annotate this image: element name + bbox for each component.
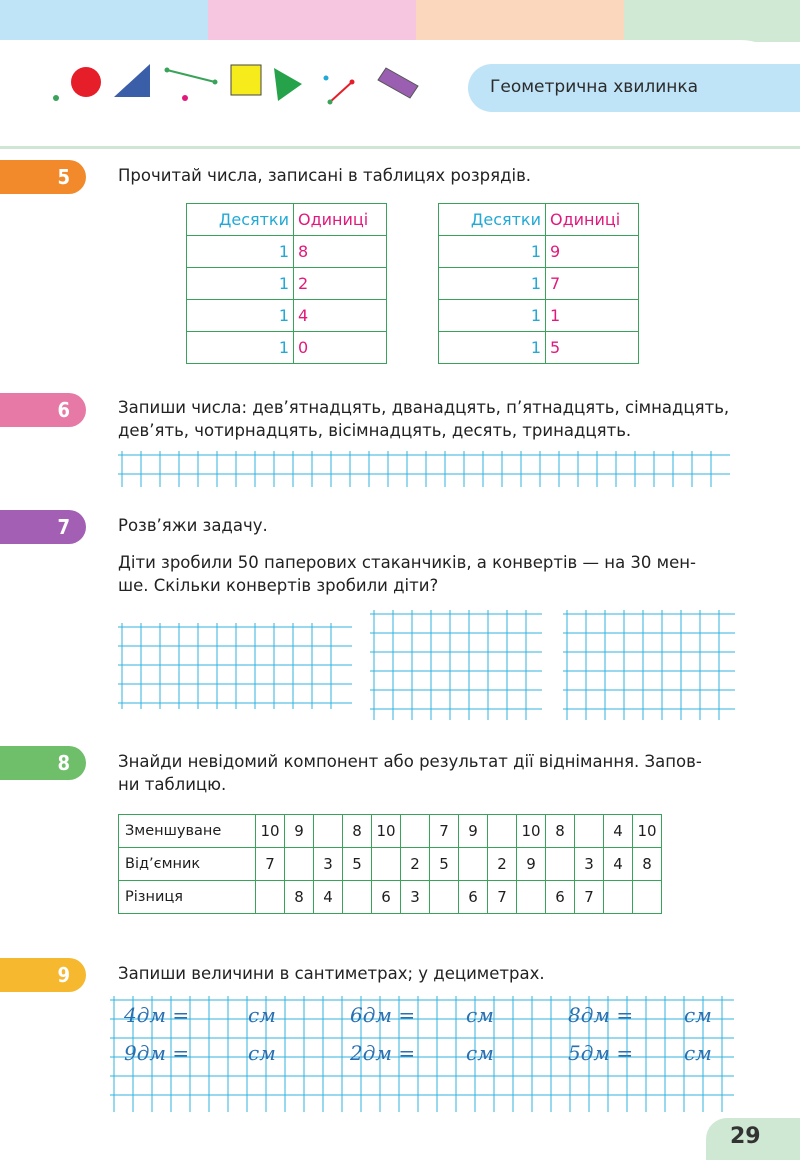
row-label: Різниця [119, 881, 256, 914]
table-cell: 5 [430, 848, 459, 881]
subtraction-table [118, 814, 662, 914]
row-label: Зменшуване [119, 815, 256, 848]
table-row [439, 332, 639, 364]
table-row [187, 236, 387, 268]
place-value-table-left [186, 203, 387, 364]
table-header-row [439, 204, 639, 236]
table-cell[interactable] [488, 815, 517, 848]
table-cell: 9 [285, 815, 314, 848]
header-divider [0, 146, 800, 149]
table-cell: 10 [372, 815, 401, 848]
task-number-badge [0, 160, 86, 194]
table-cell: 10 [256, 815, 285, 848]
circle-icon [71, 67, 101, 97]
measure-item: 2дм = [350, 1041, 416, 1065]
units-cell: 1 [546, 300, 639, 332]
table-cell: 7 [256, 848, 285, 881]
top-strip-peach [416, 0, 624, 42]
top-strip-green [624, 0, 800, 42]
table-cell[interactable] [546, 848, 575, 881]
page-number-tab [706, 1118, 800, 1160]
table-cell: 9 [517, 848, 546, 881]
task-number: 6 [57, 398, 70, 422]
table-cell: 6 [546, 881, 575, 914]
task-number-badge [0, 746, 86, 780]
task-number: 8 [57, 751, 70, 775]
unit-label: см [248, 1041, 276, 1065]
table-cell[interactable] [401, 815, 430, 848]
table-cell: 4 [604, 815, 633, 848]
units-cell: 5 [546, 332, 639, 364]
unit-label: см [466, 1041, 494, 1065]
table-row [187, 332, 387, 364]
point-icon [324, 76, 329, 81]
units-cell: 7 [546, 268, 639, 300]
table-row [119, 881, 662, 914]
table-cell: 10 [633, 815, 662, 848]
table-cell: 7 [430, 815, 459, 848]
measure-item: 4дм = [124, 1003, 190, 1027]
answer-grid-task-7-b[interactable] [370, 610, 542, 720]
table-cell[interactable] [517, 881, 546, 914]
table-cell: 8 [285, 881, 314, 914]
table-cell: 4 [604, 848, 633, 881]
task-number: 5 [57, 165, 70, 189]
segment-icon [330, 82, 352, 102]
table-row [119, 815, 662, 848]
answer-grid-task-7-c[interactable] [563, 610, 735, 720]
header-units: Одиниці [294, 204, 387, 236]
measure-item: 6дм = [350, 1003, 416, 1027]
task-text-line: ше. Скільки конвертів зробили діти? [118, 576, 439, 595]
task-text-line: Діти зробили 50 паперових стаканчиків, а конвертів — на 30 мен- [118, 553, 696, 572]
table-cell: 6 [372, 881, 401, 914]
measure-item: 9дм = [124, 1041, 190, 1065]
table-cell[interactable] [343, 881, 372, 914]
header-tens: Десятки [187, 204, 294, 236]
table-row [439, 268, 639, 300]
table-cell: 3 [575, 848, 604, 881]
unit-label: см [684, 1041, 712, 1065]
task-text-line: Знайди невідомий компонент або результат дії віднімання. Запов- [118, 752, 702, 771]
point-icon [182, 95, 188, 101]
table-cell[interactable] [314, 815, 343, 848]
table-cell[interactable] [430, 881, 459, 914]
table-cell[interactable] [459, 848, 488, 881]
task-9-text: Запиши величини в сантиметрах; у дециметрах. [118, 964, 545, 983]
tens-cell: 1 [439, 300, 546, 332]
task-6-text [118, 396, 729, 442]
table-cell: 2 [401, 848, 430, 881]
units-cell: 4 [294, 300, 387, 332]
table-cell[interactable] [256, 881, 285, 914]
table-cell: 10 [517, 815, 546, 848]
table-cell: 8 [343, 815, 372, 848]
unit-label: см [684, 1003, 712, 1027]
tens-cell: 1 [439, 268, 546, 300]
table-cell: 8 [633, 848, 662, 881]
parallelogram-icon [378, 68, 418, 98]
table-header-row [187, 204, 387, 236]
answer-grid-task-6[interactable] [118, 451, 730, 487]
square-icon [231, 65, 261, 95]
measure-item: 5дм = [568, 1041, 634, 1065]
task-5-text: Прочитай числа, записані в таблицях розрядів. [118, 166, 532, 185]
table-cell: 4 [314, 881, 343, 914]
row-label: Від’ємник [119, 848, 256, 881]
task-number: 7 [57, 515, 70, 539]
units-cell: 9 [546, 236, 639, 268]
table-cell: 8 [546, 815, 575, 848]
units-cell: 2 [294, 268, 387, 300]
answer-grid-task-9[interactable] [110, 996, 734, 1112]
table-row [187, 268, 387, 300]
table-cell: 7 [575, 881, 604, 914]
table-row [119, 848, 662, 881]
table-cell[interactable] [633, 881, 662, 914]
segment-icon [167, 70, 215, 82]
unit-label: см [466, 1003, 494, 1027]
units-cell: 8 [294, 236, 387, 268]
header-units: Одиниці [546, 204, 639, 236]
table-row [187, 300, 387, 332]
triangle-icon [274, 68, 302, 101]
unit-label: см [248, 1003, 276, 1027]
triangle-icon [114, 64, 150, 97]
task-number-badge [0, 393, 86, 427]
tens-cell: 1 [187, 236, 294, 268]
place-value-table-right [438, 203, 639, 364]
point-icon [53, 95, 59, 101]
tens-cell: 1 [439, 236, 546, 268]
task-text-line: дев’ять, чотирнадцять, вісімнадцять, десять, тринадцять. [118, 421, 632, 440]
table-cell[interactable] [604, 881, 633, 914]
answer-grid-task-7-a[interactable] [118, 623, 352, 709]
table-cell[interactable] [575, 815, 604, 848]
measure-item: 8дм = [568, 1003, 634, 1027]
task-7-text [118, 551, 696, 597]
task-7-heading: Розв’яжи задачу. [118, 516, 268, 535]
table-cell: 6 [459, 881, 488, 914]
table-cell: 7 [488, 881, 517, 914]
table-cell: 2 [488, 848, 517, 881]
units-cell: 0 [294, 332, 387, 364]
tens-cell: 1 [187, 300, 294, 332]
page-number: 29 [730, 1124, 761, 1149]
table-row [439, 236, 639, 268]
table-cell: 5 [343, 848, 372, 881]
table-cell[interactable] [372, 848, 401, 881]
task-number: 9 [57, 963, 70, 987]
section-title: Геометрична хвилинка [490, 77, 699, 97]
top-strip-blue [0, 0, 208, 42]
task-number-badge [0, 510, 86, 544]
task-text-line: ни таблицю. [118, 775, 227, 794]
task-number-badge [0, 958, 86, 992]
geometric-shapes [40, 56, 440, 116]
tens-cell: 1 [439, 332, 546, 364]
header-tens: Десятки [439, 204, 546, 236]
table-cell: 3 [401, 881, 430, 914]
tens-cell: 1 [187, 268, 294, 300]
table-cell[interactable] [285, 848, 314, 881]
tens-cell: 1 [187, 332, 294, 364]
table-row [439, 300, 639, 332]
table-cell: 3 [314, 848, 343, 881]
task-8-text [118, 750, 702, 796]
table-cell: 9 [459, 815, 488, 848]
task-text-line: Запиши числа: дев’ятнадцять, дванадцять, п’ятнадцять, сімнадцять, [118, 398, 730, 417]
top-strip-pink [208, 0, 416, 42]
